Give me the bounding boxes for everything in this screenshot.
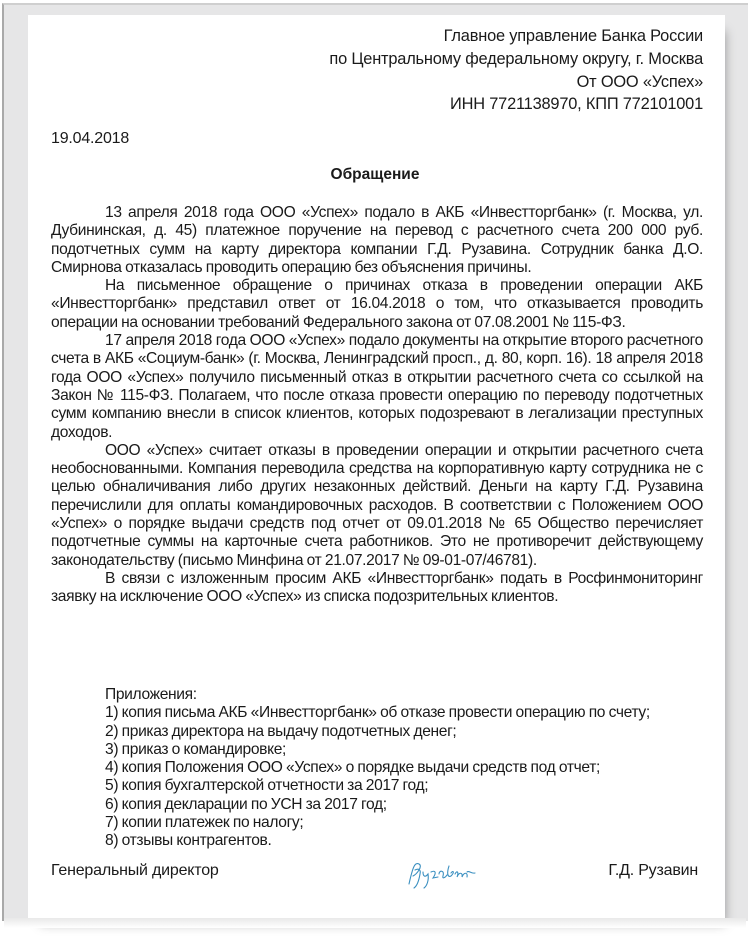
- signer-role: Генеральный директор: [51, 862, 219, 879]
- document-title: Обращение: [330, 166, 420, 183]
- signature-block: [51, 862, 698, 886]
- paragraph: ООО «Успех» считает отказы в проведении операции и открытии расчетного счета необоснованными. Компания переводила средства на корпоративную карту сотрудника не с целью обналичивания либо других незаконных действий. Деньги на карту Г.Д. Рузавина перечислили для оплаты командировочных расходов. В соответствии с Положением ООО «Успех» о порядке выдачи средств под отчет от 09.01.2018 № 65 Общество перечисляет подотчетные суммы на карточные счета работников. Это не противоречит действующему законодательству (письмо Минфина от 21.07.2017 № 09-01-07/46781).: [51, 441, 703, 569]
- attachment-item: 8) отзывы контрагентов.: [105, 832, 272, 850]
- attachment-item: 7) копии платежек по налогу;: [105, 814, 304, 832]
- signature-icon: [405, 856, 485, 890]
- recipient-block: [329, 25, 703, 116]
- attachment-item: 6) копия декларации по УСН за 2017 год;: [105, 795, 387, 813]
- attachment-item: 4) копия Положения ООО «Успех» о порядке выдачи средств под отчет;: [105, 759, 600, 777]
- document-body: [51, 204, 703, 607]
- paragraph: В связи с изложенным просим АКБ «Инвестторгбанк» подать в Росфинмониторинг заявку на исключение ООО «Успех» из списка подозрительных клиентов.: [51, 569, 703, 606]
- document-date: 19.04.2018: [51, 130, 130, 147]
- attachment-item: 1) копия письма АКБ «Инвестторгбанк» об отказе провести операцию по счету;: [105, 704, 650, 722]
- attachment-item: 2) приказ директора на выдачу подотчетных денег;: [105, 722, 457, 740]
- paragraph: 13 апреля 2018 года ООО «Успех» подало в АКБ «Инвестторгбанк» (г. Москва, ул. Дубининская, д. 45) платежное поручение на перевод с расчетного счета 200 000 руб. подотчетных сумм на карту директора компании Г.Д. Рузавина. Сотрудник банка Д.О. Смирнова отказалась проводить операцию без объяснения причины.: [51, 204, 703, 276]
- attachments-list: [51, 686, 703, 851]
- attachments-heading: Приложения:: [105, 686, 197, 703]
- paragraph: 17 апреля 2018 года ООО «Успех» подало документы на открытие второго расчетного счета в АКБ «Социум-банк» (г. Москва, Ленинградский просп., д. 80, корп. 16). 18 апреля 2018 года ООО «Успех» получило письменный отказ в открытии расчетного счета со ссылкой на Закон № 115-ФЗ. Полагаем, что после отказа провести операцию по переводу подотчетных сумм компанию внесли в список клиентов, которых подозревают в легализации преступных доходов.: [51, 332, 703, 441]
- recipient-line: по Центральному федеральному округу, г. Москва: [329, 49, 703, 68]
- attachment-item: 3) приказ о командировке;: [105, 740, 287, 758]
- recipient-line: От ООО «Успех»: [576, 72, 703, 91]
- paragraph: На письменное обращение о причинах отказа в проведении операции АКБ «Инвестторгбанк» представил ответ от 16.04.2018 о том, что отказывается проводить операции на основании требований Федерального закона от 07.08.2001 № 115-ФЗ.: [51, 277, 703, 331]
- recipient-line: Главное управление Банка России: [443, 27, 703, 45]
- recipient-line: ИНН 7721138970, КПП 772101001: [450, 95, 703, 114]
- attachment-item: 5) копия бухгалтерской отчетности за 2017 год;: [105, 777, 429, 795]
- handwritten-signature: [405, 856, 485, 895]
- page-curl-shadow: [4, 918, 746, 928]
- signer-name: Г.Д. Рузавин: [608, 862, 698, 879]
